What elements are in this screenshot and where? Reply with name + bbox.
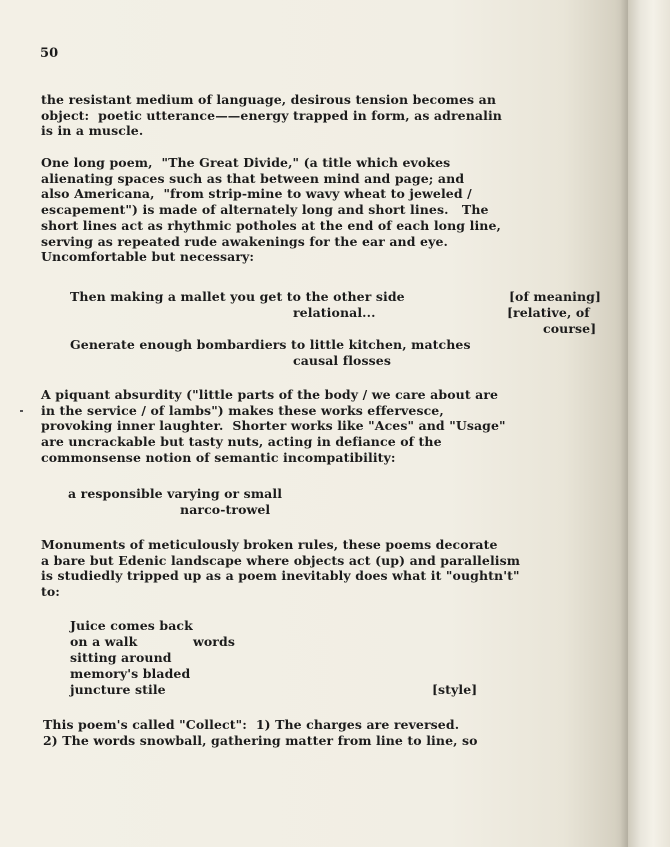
page-number: 50 (40, 46, 59, 61)
poem-line: a responsible varying or small (68, 486, 283, 501)
poem-line: sitting around (70, 650, 172, 665)
poem-line: memory's bladed (70, 666, 191, 681)
bracketed-note: [style] (432, 682, 478, 697)
paragraph-opening: the resistant medium of language, desirous tension becomes an object: poetic utterance——energy trapped in form, as adrenalin is in a muscle. (41, 92, 502, 139)
poem-line: juncture stile (70, 682, 166, 697)
print-speck (20, 410, 23, 412)
bracketed-note: course] (543, 321, 597, 336)
paragraph-collect: This poem's called "Collect": 1) The charges are reversed. 2) The words snowball, gathering matter from line to line, so (43, 717, 478, 748)
poem-line: causal flosses (293, 353, 391, 368)
poem-line: relational... (293, 305, 376, 320)
poem-line: narco-trowel (180, 502, 271, 517)
paragraph-monuments: Monuments of meticulously broken rules, these poems decorate a bare but Edenic landscape where objects act (up) and parallelism is studiedly tripped up as a poem inevitably does what it "oughtn't" to: (41, 537, 521, 600)
poem-line: Juice comes back (70, 618, 193, 633)
bracketed-note: [relative, of (507, 305, 590, 320)
paragraph-great-divide: One long poem, "The Great Divide," (a title which evokes alienating spaces such as that between mind and page; and also Americana, "from strip-mine to wavy wheat to jeweled / escapement") is made of alternately long and short lines. The short lines act as rhythmic potholes at the end of each long line, serving as repeated rude awakenings for the ear and eye. Uncomfortable but necessary: (41, 155, 501, 265)
facing-page-edge (628, 0, 670, 847)
poem-line: words (193, 634, 235, 649)
poem-line: on a walk (70, 634, 138, 649)
bracketed-note: [of meaning] (509, 289, 602, 304)
poem-line: Generate enough bombardiers to little kitchen, matches (70, 337, 471, 352)
paragraph-piquant-absurdity: A piquant absurdity ("little parts of the body / we care about are in the service / of lambs") makes these works effervesce, provoking inner laughter. Shorter works like "Aces" and "Usage" are uncrackable but tasty nuts, acting in defiance of the commonsense notion of semantic incompatibility: (41, 387, 506, 465)
poem-line: Then making a mallet you get to the other side (70, 289, 405, 304)
